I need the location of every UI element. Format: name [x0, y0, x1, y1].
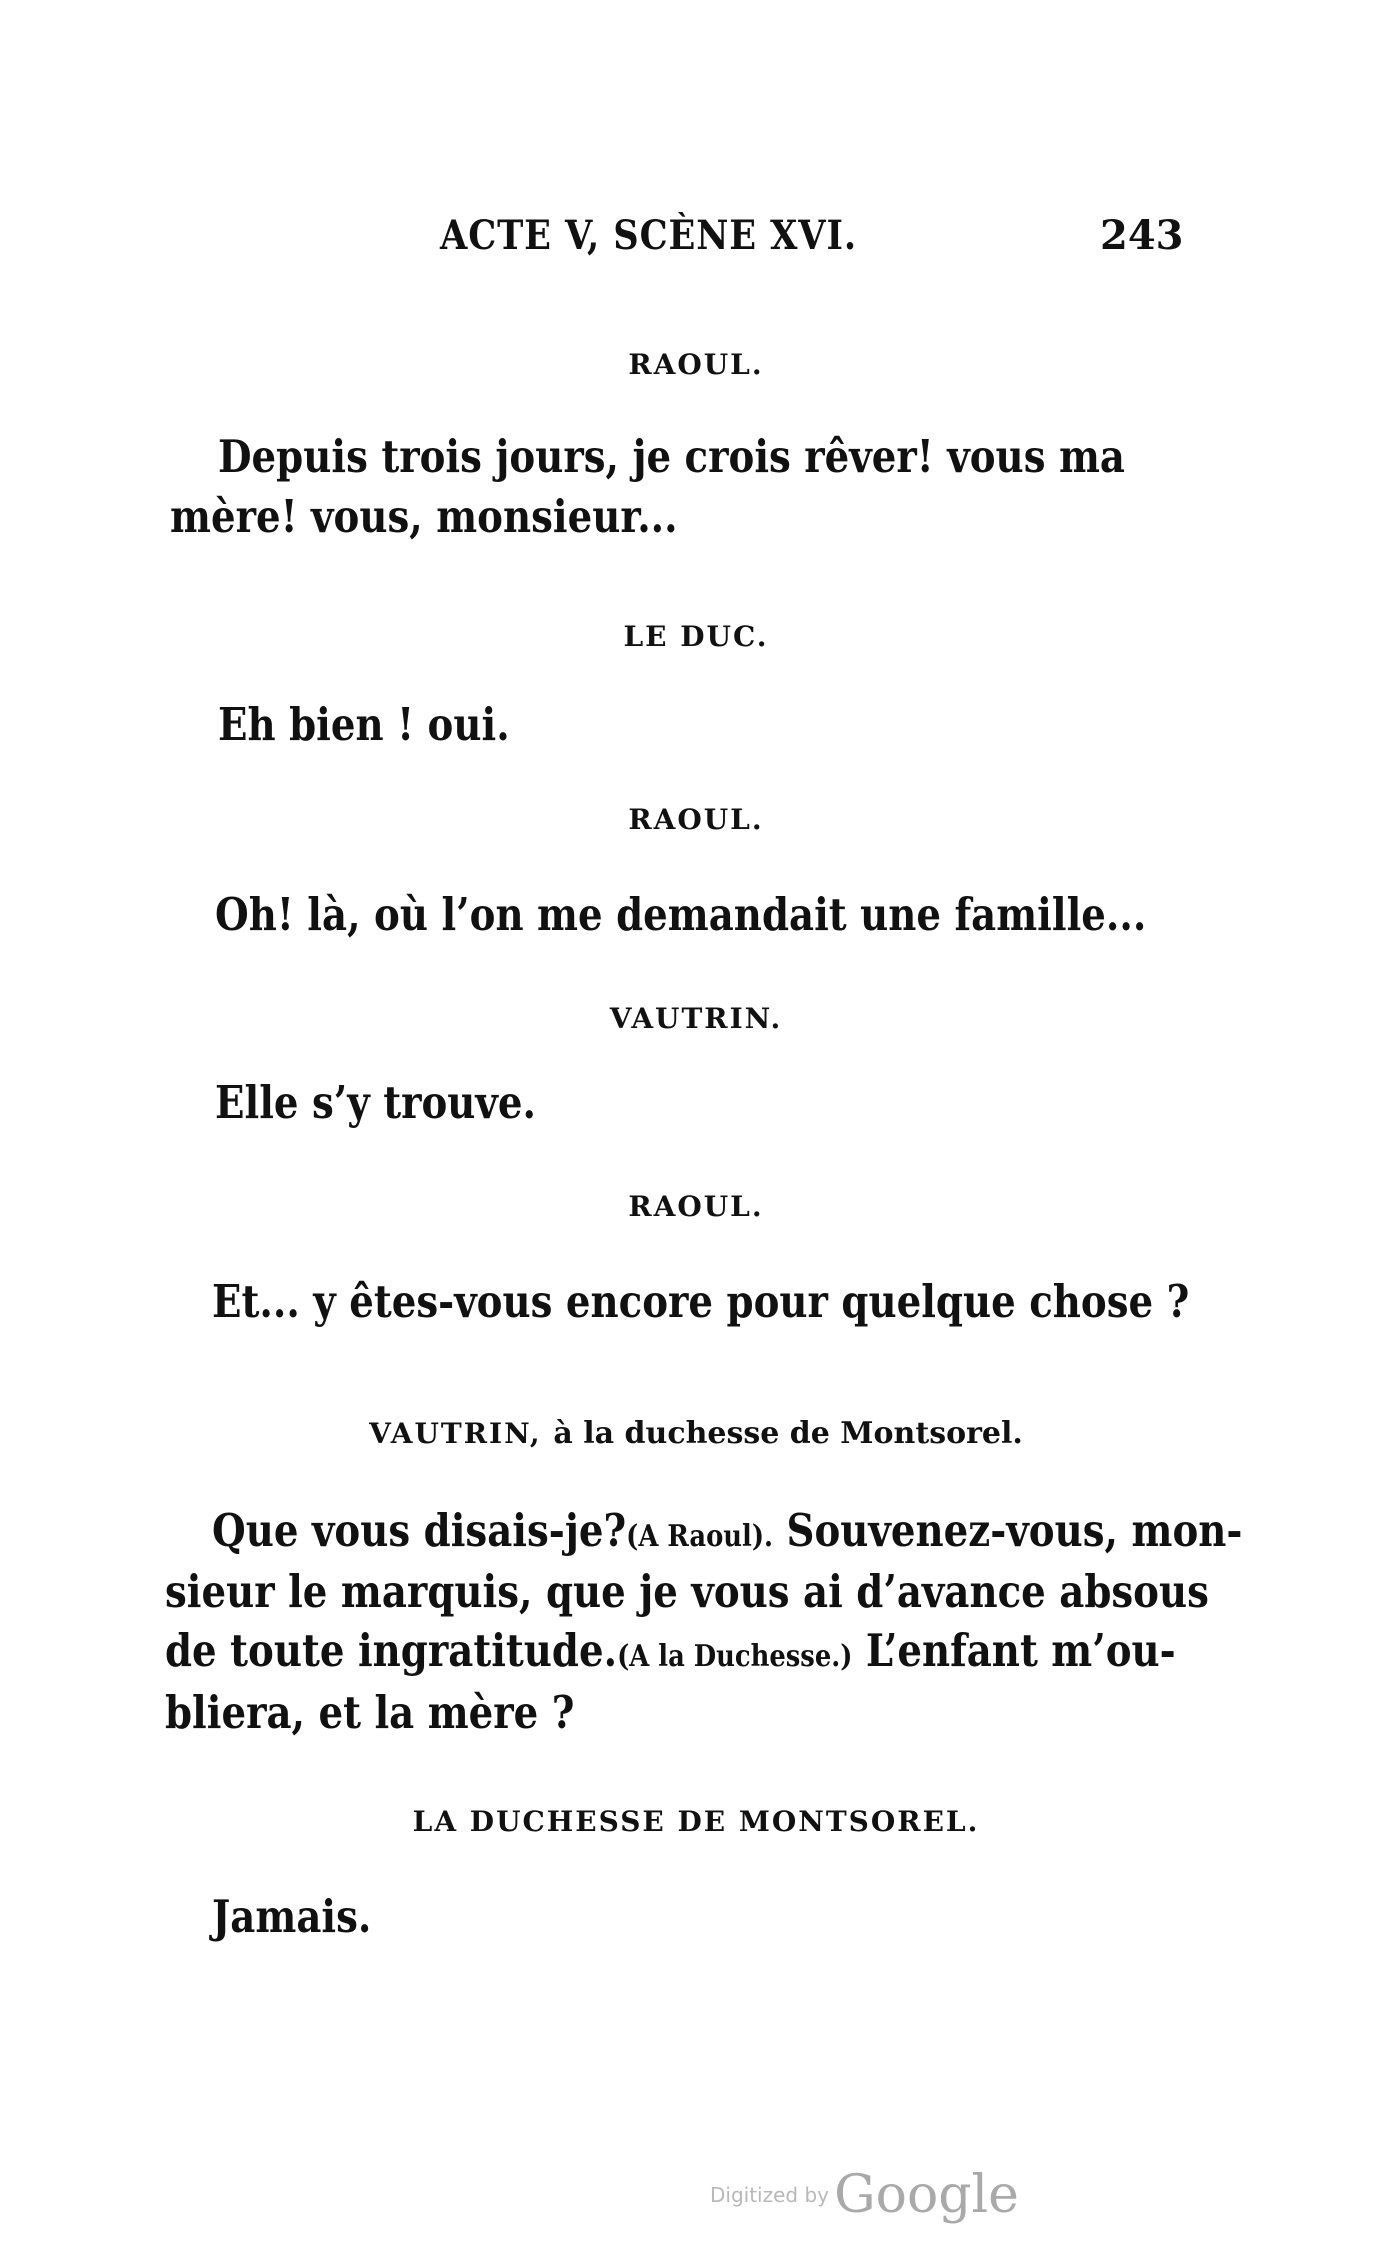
- dialogue-line: Jamais.: [212, 1890, 372, 1943]
- google-logo-text: Google: [834, 2165, 1019, 2225]
- dialogue-line: mère! vous, monsieur...: [170, 490, 678, 543]
- dialogue-text: Que vous disais-je?: [212, 1504, 627, 1557]
- dialogue-text: Souvenez-vous, mon-: [773, 1504, 1243, 1557]
- dialogue-line: [165, 1624, 1176, 1677]
- speaker-name: VAUTRIN,: [369, 1417, 542, 1450]
- speaker-name: RAOUL.: [628, 348, 764, 381]
- running-head: ACTE V, SCÈNE XVI.: [440, 212, 857, 259]
- speaker-name: VAUTRIN.: [609, 1002, 783, 1035]
- page-header: [0, 212, 1392, 272]
- speaker-with-stage-direction: [0, 1416, 1392, 1451]
- stage-direction: (A la Duchesse.): [617, 1639, 853, 1674]
- dialogue-line: [212, 1504, 1242, 1557]
- digitization-watermark: [710, 2165, 1019, 2225]
- speaker-name: RAOUL.: [628, 803, 764, 836]
- stage-direction: (A Raoul).: [626, 1519, 774, 1554]
- digitized-by-text: Digitized by: [710, 2183, 829, 2207]
- dialogue-line: Oh! là, où l’on me demandait une famille...: [215, 888, 1147, 941]
- dialogue-line: bliera, et la mère ?: [165, 1686, 575, 1739]
- dialogue-line: Depuis trois jours, je crois rêver! vous ma: [218, 430, 1125, 483]
- speaker-name: RAOUL.: [628, 1190, 764, 1223]
- dialogue-text: L’enfant m’ou-: [852, 1624, 1176, 1677]
- dialogue-line: Eh bien ! oui.: [218, 698, 510, 751]
- dialogue-line: Elle s’y trouve.: [215, 1076, 537, 1129]
- speaker-name: LE DUC.: [623, 620, 769, 653]
- speaker-name: LA DUCHESSE DE MONTSOREL.: [412, 1805, 980, 1838]
- stage-direction: à la duchesse de Montsorel.: [553, 1416, 1023, 1451]
- dialogue-line: sieur le marquis, que je vous ai d’avance absous: [165, 1565, 1209, 1618]
- page-number: 243: [1100, 212, 1184, 259]
- dialogue-line: Et... y êtes-vous encore pour quelque chose ?: [212, 1275, 1190, 1328]
- dialogue-text: de toute ingratitude.: [165, 1624, 618, 1677]
